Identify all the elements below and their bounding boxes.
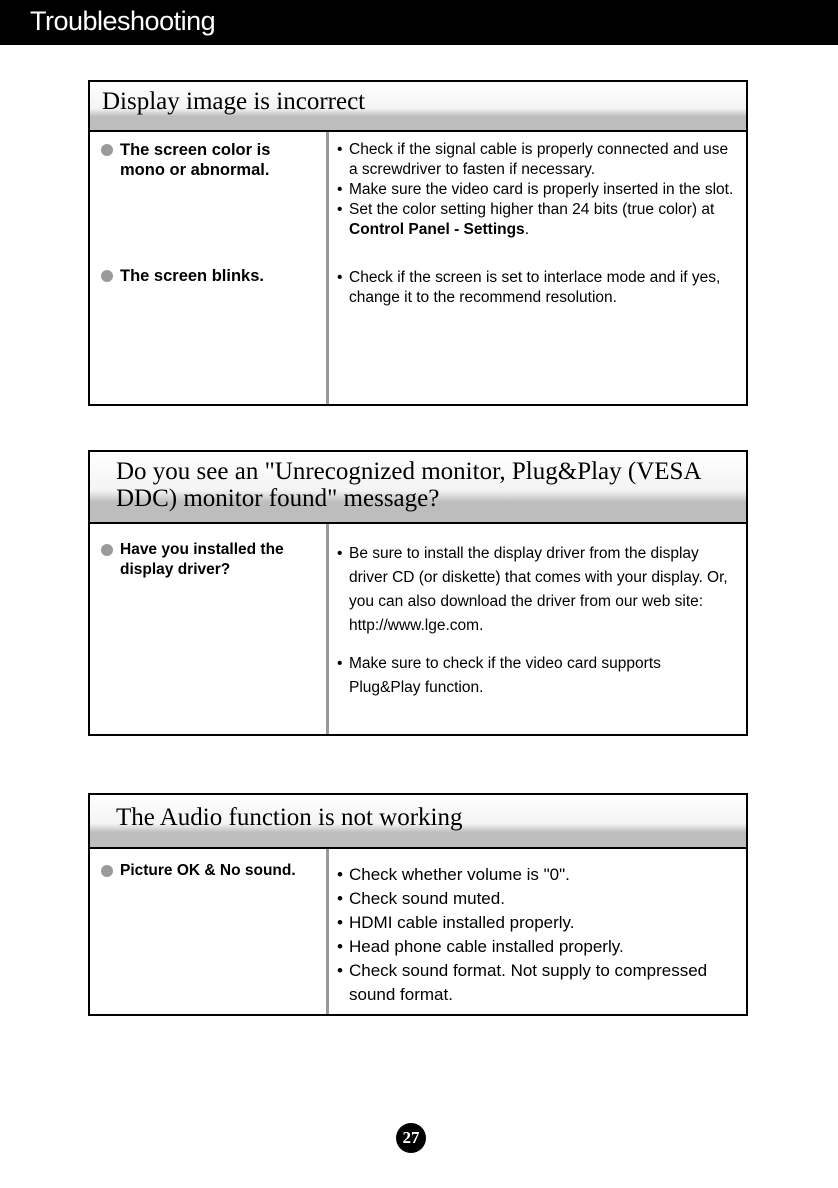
solution-item: • Make sure the video card is properly inserted in the slot. — [337, 180, 737, 200]
problem-label: The screen color is mono or abnormal. — [98, 140, 300, 180]
problem-label: Have you installed the display driver? — [98, 540, 310, 580]
solution-item: • Check if the screen is set to interlace mode and if yes, change it to the recommend resolution. — [337, 268, 737, 308]
section-body — [90, 132, 746, 404]
problem-label: The screen blinks. — [98, 266, 320, 286]
section-body — [90, 849, 746, 1014]
solution-item: • Check if the signal cable is properly connected and use a screwdriver to fasten if necessary. — [337, 140, 737, 180]
solution-item — [337, 200, 737, 240]
solution-item: • Check whether volume is "0". — [337, 863, 732, 887]
section-audio — [88, 793, 748, 1016]
solution-list — [337, 863, 732, 1007]
section-unrecognized-monitor — [88, 450, 748, 736]
section-heading-bar — [90, 82, 746, 132]
section-heading: Display image is incorrect — [102, 88, 366, 115]
solution-item: • Head phone cable installed properly. — [337, 935, 732, 959]
section-heading-bar — [90, 795, 746, 849]
solution-item: • Check sound muted. — [337, 887, 732, 911]
solution-item: • HDMI cable installed properly. — [337, 911, 732, 935]
solution-list — [337, 268, 737, 308]
section-heading: Do you see an "Unrecognized monitor, Plug&Play (VESA DDC) monitor found" message? — [116, 458, 701, 512]
solution-list — [337, 140, 737, 240]
control-panel-settings-text: Control Panel - Settings — [349, 221, 525, 238]
solution-list — [337, 542, 732, 700]
solution-item: • Check sound format. Not supply to compressed sound format. — [337, 959, 732, 1007]
page-number: 27 — [396, 1123, 426, 1153]
solution-item: • Make sure to check if the video card supports Plug&Play function. — [337, 652, 689, 700]
problem-label: Picture OK & No sound. — [98, 861, 330, 881]
solution-text: Set the color setting higher than 24 bits (true color) at — [349, 201, 715, 218]
section-heading: The Audio function is not working — [116, 804, 463, 831]
page-header-bar — [0, 0, 838, 45]
section-body — [90, 524, 746, 734]
solution-item: • Be sure to install the display driver from the display driver CD (or diskette) that comes with your display. Or, you can also download the driver from our web site: http://www.lge.com. — [337, 542, 732, 638]
column-divider — [326, 524, 329, 734]
section-heading-bar — [90, 452, 746, 524]
period: . — [524, 221, 529, 238]
column-divider — [326, 132, 329, 404]
section-display-image — [88, 80, 748, 406]
page-title: Troubleshooting — [30, 6, 216, 36]
